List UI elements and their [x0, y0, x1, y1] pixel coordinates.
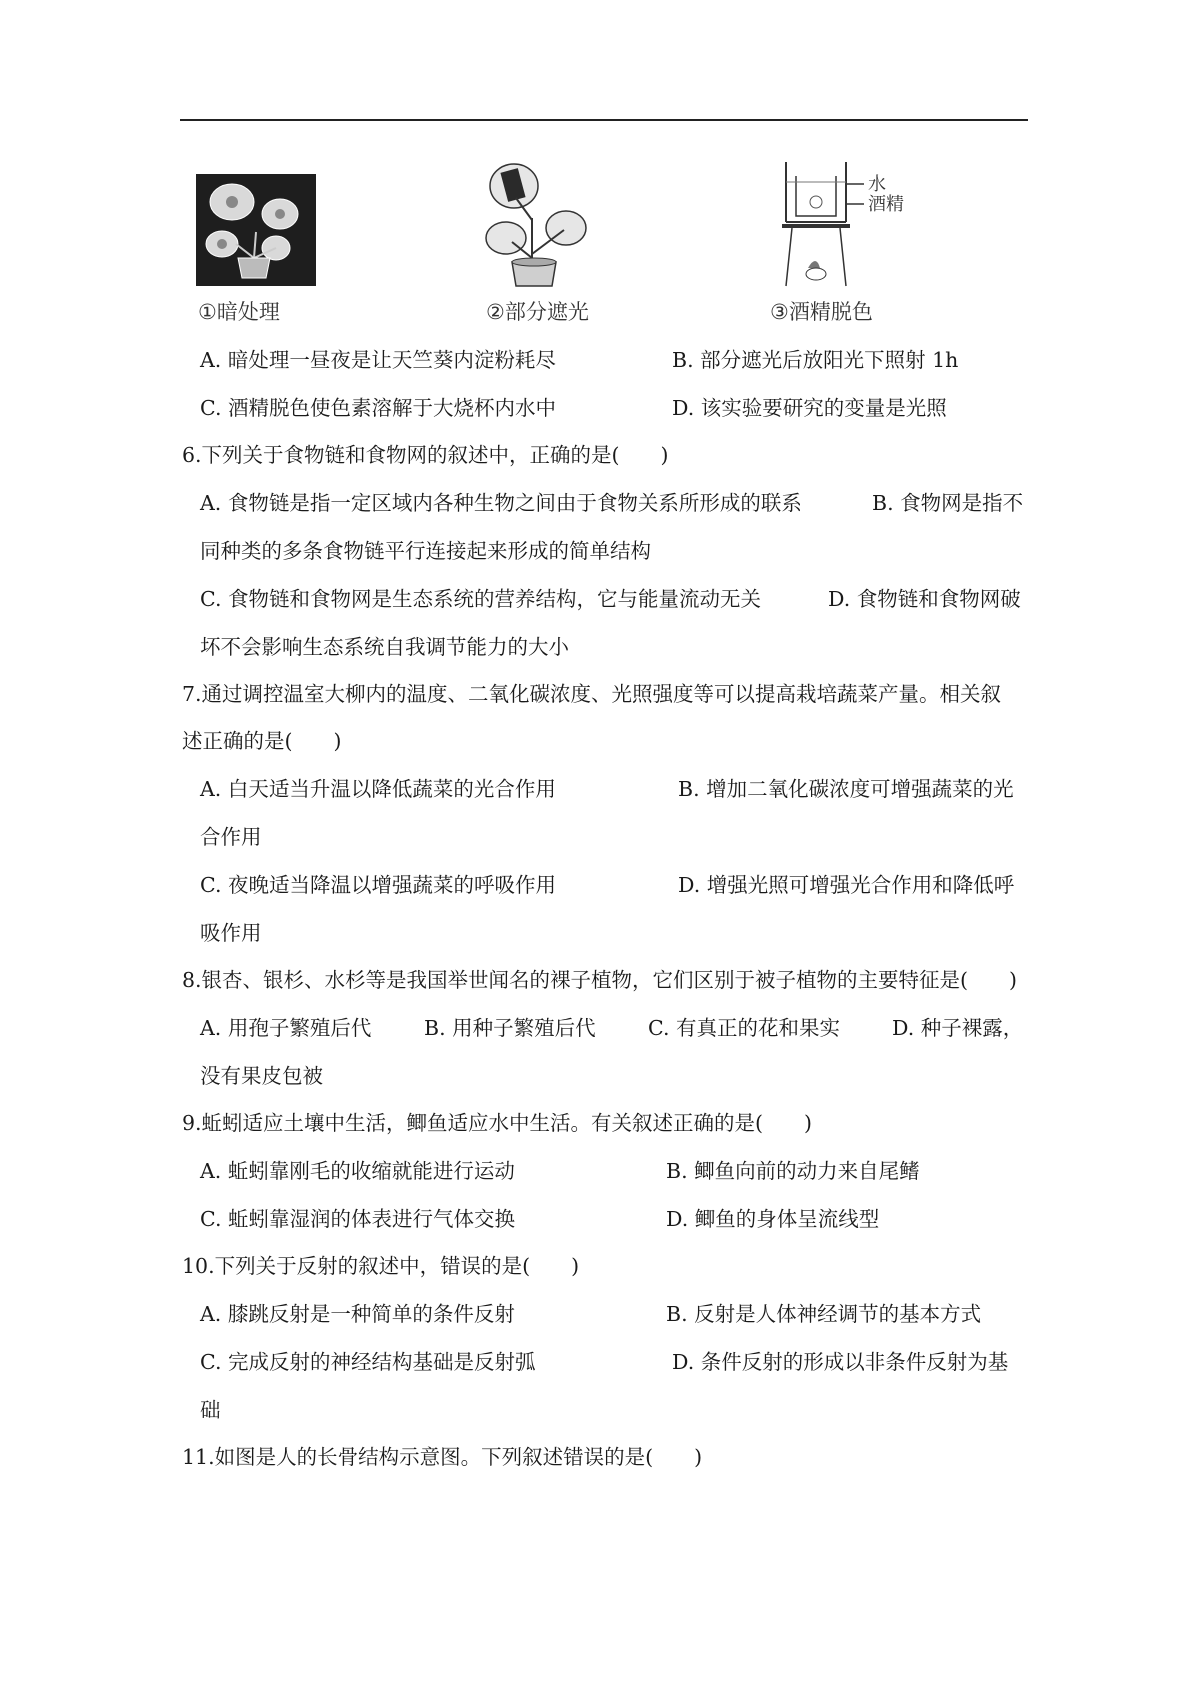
alcohol-label: 酒精	[868, 194, 904, 215]
q10-option-a: A. 膝跳反射是一种简单的条件反射	[200, 1302, 515, 1326]
q6-option-b-cont: 同种类的多条食物链平行连接起来形成的简单结构	[200, 539, 651, 563]
header-rule	[180, 119, 1028, 121]
q5-option-c: C. 酒精脱色使色素溶解于大烧杯内水中	[200, 396, 556, 420]
dark-treatment-figure	[196, 174, 316, 286]
q6-option-b: B. 食物网是指不	[872, 491, 1024, 515]
q9-stem: 9.蚯蚓适应土壤中生活，鲫鱼适应水中生活。有关叙述正确的是( )	[182, 1111, 813, 1135]
q7-option-b-cont: 合作用	[200, 825, 262, 849]
q5-option-a: A. 暗处理一昼夜是让天竺葵内淀粉耗尽	[200, 348, 556, 372]
partial-shading-figure	[476, 158, 596, 290]
q5-option-d: D. 该实验要研究的变量是光照	[672, 396, 947, 420]
q9-option-b: B. 鲫鱼向前的动力来自尾鳍	[666, 1159, 920, 1183]
q10-option-d-cont: 础	[200, 1398, 221, 1422]
alcohol-decolor-figure	[776, 158, 926, 290]
q7-stem-cont: 述正确的是( )	[182, 729, 342, 753]
q7-option-b: B. 增加二氧化碳浓度可增强蔬菜的光	[678, 777, 1014, 801]
q5-option-b: B. 部分遮光后放阳光下照射 1h	[672, 348, 959, 372]
q10-option-d: D. 条件反射的形成以非条件反射为基	[672, 1350, 1009, 1374]
q10-option-c: C. 完成反射的神经结构基础是反射弧	[200, 1350, 536, 1374]
fig1-caption: ①暗处理	[198, 300, 280, 324]
q11-stem: 11.如图是人的长骨结构示意图。下列叙述错误的是( )	[182, 1445, 703, 1469]
q10-option-b: B. 反射是人体神经调节的基本方式	[666, 1302, 982, 1326]
q6-option-c: C. 食物链和食物网是生态系统的营养结构，它与能量流动无关	[200, 587, 761, 611]
q9-option-a: A. 蚯蚓靠刚毛的收缩就能进行运动	[200, 1159, 515, 1183]
q7-option-a: A. 白天适当升温以降低蔬菜的光合作用	[200, 777, 556, 801]
q9-option-c: C. 蚯蚓靠湿润的体表进行气体交换	[200, 1207, 515, 1231]
fig3-caption: ③酒精脱色	[770, 300, 873, 324]
q8-option-a: A. 用孢子繁殖后代	[200, 1016, 372, 1040]
q8-option-c: C. 有真正的花和果实	[648, 1016, 840, 1040]
q8-option-d: D. 种子裸露，	[892, 1016, 1024, 1040]
fig2-caption: ②部分遮光	[486, 300, 589, 324]
q9-option-d: D. 鲫鱼的身体呈流线型	[666, 1207, 880, 1231]
q6-stem: 6.下列关于食物链和食物网的叙述中，正确的是( )	[182, 443, 669, 467]
q8-stem: 8.银杏、银杉、水杉等是我国举世闻名的裸子植物，它们区别于被子植物的主要特征是( )	[182, 968, 1018, 992]
q7-option-d-cont: 吸作用	[200, 921, 262, 945]
q6-option-d-cont: 坏不会影响生态系统自我调节能力的大小	[200, 635, 569, 659]
q7-option-d: D. 增强光照可增强光合作用和降低呼	[678, 873, 1015, 897]
q6-option-a: A. 食物链是指一定区域内各种生物之间由于食物关系所形成的联系	[200, 491, 802, 515]
water-label: 水	[868, 174, 886, 195]
q10-stem: 10.下列关于反射的叙述中，错误的是( )	[182, 1254, 580, 1278]
q8-option-b: B. 用种子繁殖后代	[424, 1016, 596, 1040]
q6-option-d: D. 食物链和食物网破	[828, 587, 1021, 611]
q8-option-d-cont: 没有果皮包被	[200, 1064, 323, 1088]
q7-option-c: C. 夜晚适当降温以增强蔬菜的呼吸作用	[200, 873, 556, 897]
q7-stem: 7.通过调控温室大柳内的温度、二氧化碳浓度、光照强度等可以提高栽培蔬菜产量。相关叙	[182, 682, 1002, 706]
